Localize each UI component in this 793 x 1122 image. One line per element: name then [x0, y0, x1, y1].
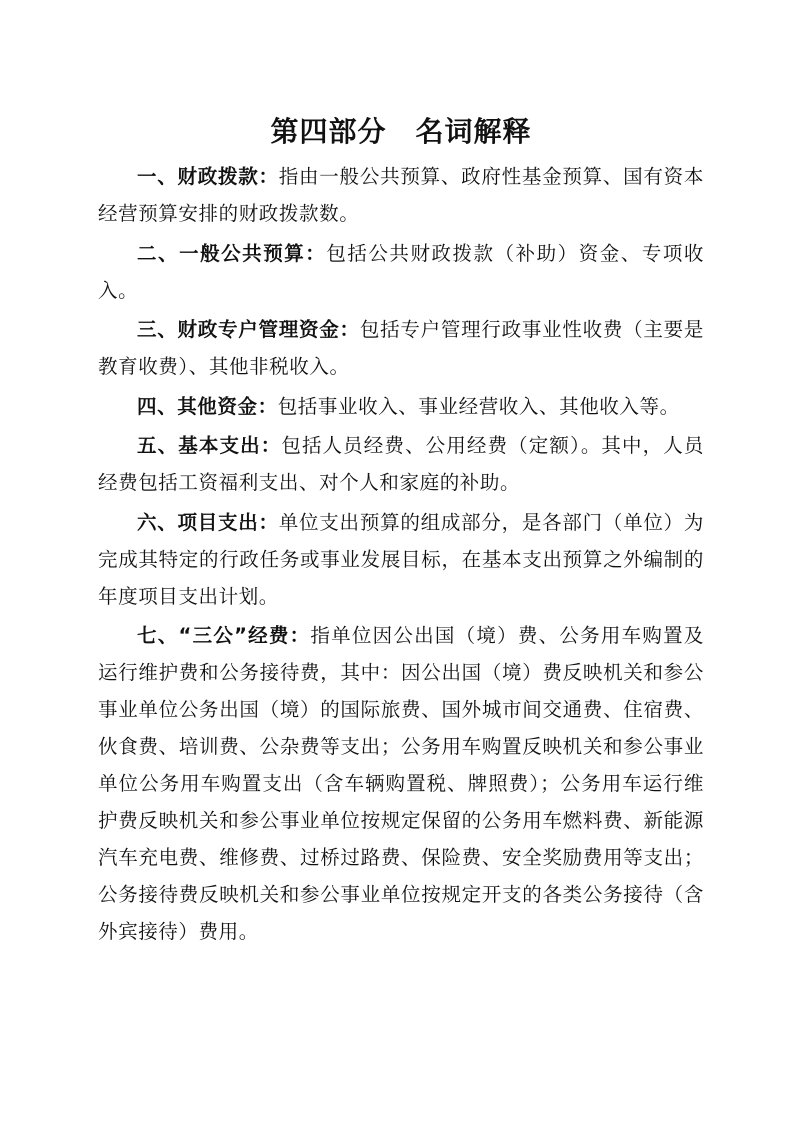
definition-paragraph [98, 617, 704, 950]
definition-text: 包括公共财政拨款（补助）资金、专项收入。 [98, 241, 704, 302]
definition-term: 六、项目支出： [137, 510, 279, 534]
definition-term: 七、“三公”经费： [137, 624, 311, 647]
page-title: 第四部分 名词解释 [270, 115, 532, 148]
definition-paragraph [98, 427, 704, 501]
definition-text: 单位支出预算的组成部分，是各部门（单位）为完成其特定的行政任务或事业发展目标，在基本支出预算之外编制的年度项目支出计划。 [98, 510, 704, 608]
document-page [98, 112, 704, 953]
definition-paragraph [98, 388, 704, 425]
definition-term: 四、其他资金： [137, 394, 278, 418]
definition-term: 三、财政专户管理资金： [137, 318, 360, 341]
definition-text: 包括专户管理行政事业性收费（主要是教育收费）、其他非税收入。 [98, 318, 704, 378]
definition-text: 指由一般公共预算、政府性基金预算、国有资本经营预算安排的财政拨款数。 [98, 165, 704, 225]
definition-text: 包括人员经费、公用经费（定额）。其中，人员经费包括工资福利支出、对个人和家庭的补助。 [98, 434, 705, 494]
definition-text: 指单位因公出国（境）费、公务用车购置及运行维护费和公务接待费，其中：因公出国（境）费反映机关和参公事业单位公务出国（境）的国际旅费、国外城市间交通费、住宿费、伙食费、培训费、公杂费等支出；公务用车购置反映机关和参公事业单位公务用车购置支出（含车辆购置税、牌照费）；公务用车运行维护费反映机关和参公事业单位按规定保留的公务用车燃料费、新能源汽车充电费、维修费、过桥过路费、保险费、安全奖励费用等支出；公务接待费反映机关和参公事业单位按规定开支的各类公务接待（含外宾接待）费用。 [98, 624, 704, 943]
definition-paragraph [98, 311, 704, 385]
definition-term: 二、一般公共预算： [137, 241, 327, 265]
definition-paragraph [98, 235, 704, 309]
definition-term: 一、财政拨款： [137, 165, 279, 188]
definition-term: 五、基本支出： [137, 434, 282, 457]
definition-text: 包括事业收入、事业经营收入、其他收入等。 [277, 394, 680, 418]
definition-paragraph [98, 158, 704, 232]
definition-paragraph [98, 504, 704, 615]
